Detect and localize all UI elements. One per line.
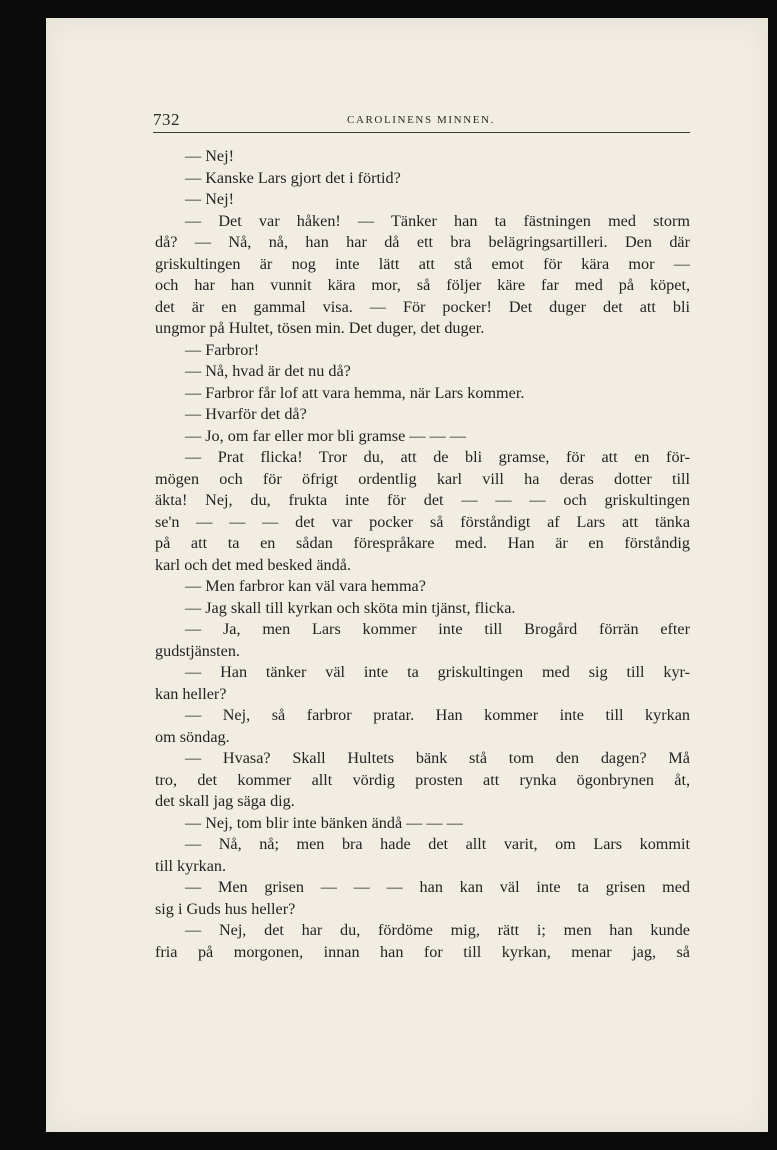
text-line: — Hvarför det då? [185,405,307,423]
text-line: på att ta en sådan förespråkare med. Han är en förståndig [155,534,690,552]
header-rule [153,132,690,133]
text-line: det är en gammal visa. — För pocker! Det duger det att bli [155,297,690,316]
text-line: gudstjänsten. [155,641,240,660]
text-line: — Jag skall till kyrkan och sköta min tjänst, flicka. [185,598,516,617]
text-line: — Det var håken! — Tänker han ta fästningen med storm [185,211,690,230]
text-line: se'n — — — det var pocker så förståndigt af Lars att tänka [155,512,690,531]
text-line: — Farbror får lof att vara hemma, när Lars kommer. [185,383,525,402]
text-line: — Kanske Lars gjort det i förtid? [185,168,401,187]
text-line: — Men farbror kan väl vara hemma? [185,577,426,595]
text-line: äkta! Nej, du, frukta inte för det — — — och griskultingen [155,491,690,509]
text-line: karl och det med besked ändå. [155,555,351,574]
text-line: — Nå, nå; men bra hade det allt varit, om Lars kommit [185,835,690,853]
text-line: då? — Nå, nå, han har då ett bra belägringsartilleri. Den där [155,233,690,251]
running-title: CAROLINENS MINNEN. [347,114,495,126]
text-line: om söndag. [155,727,230,746]
text-line: tro, det kommer allt vördig prosten att rynka ögonbrynen åt, [155,770,690,789]
text-line: sig i Guds hus heller? [155,899,296,918]
text-line: och har han vunnit kära mor, så följer käre far med på köpet, [155,276,690,294]
text-line: — Jo, om far eller mor bli gramse — — — [185,426,466,445]
text-line: till kyrkan. [155,856,227,875]
text-line: — Ja, men Lars kommer inte till Brogård förrän efter [185,620,690,638]
body-text [155,146,690,963]
text-line: — Farbror! [185,340,260,359]
text-line: — Hvasa? Skall Hultets bänk stå tom den dagen? Må [185,749,690,767]
text-line: — Nej, så farbror pratar. Han kommer inte till kyrkan [185,706,690,724]
text-line: fria på morgonen, innan han for till kyrkan, menar jag, så [155,942,690,961]
text-line: — Prat flicka! Tror du, att de bli gramse, för att en för- [185,448,690,466]
text-line: kan heller? [155,684,227,703]
text-line: — Han tänker väl inte ta griskultingen med sig till kyr- [185,663,690,681]
text-line: mögen och för öfrigt ordentlig karl vill ha deras dotter till [155,469,690,488]
text-line: — Nej, det har du, fördöme mig, rätt i; men han kunde [185,921,690,939]
text-line: — Men grisen — — — han kan väl inte ta grisen med [185,878,690,896]
text-line: — Nej! [185,147,234,165]
text-line: griskultingen är nog inte lätt att stå emot för kära mor — [155,254,690,273]
text-line: — Nej, tom blir inte bänken ändå — — — [185,813,463,832]
text-line: ungmor på Hultet, tösen min. Det duger, det duger. [155,319,485,337]
page-number: 732 [153,110,180,129]
text-line: — Nej! [185,190,234,208]
text-line: — Nå, hvad är det nu då? [185,362,351,380]
running-head [153,108,689,134]
text-line: det skall jag säga dig. [155,792,295,810]
